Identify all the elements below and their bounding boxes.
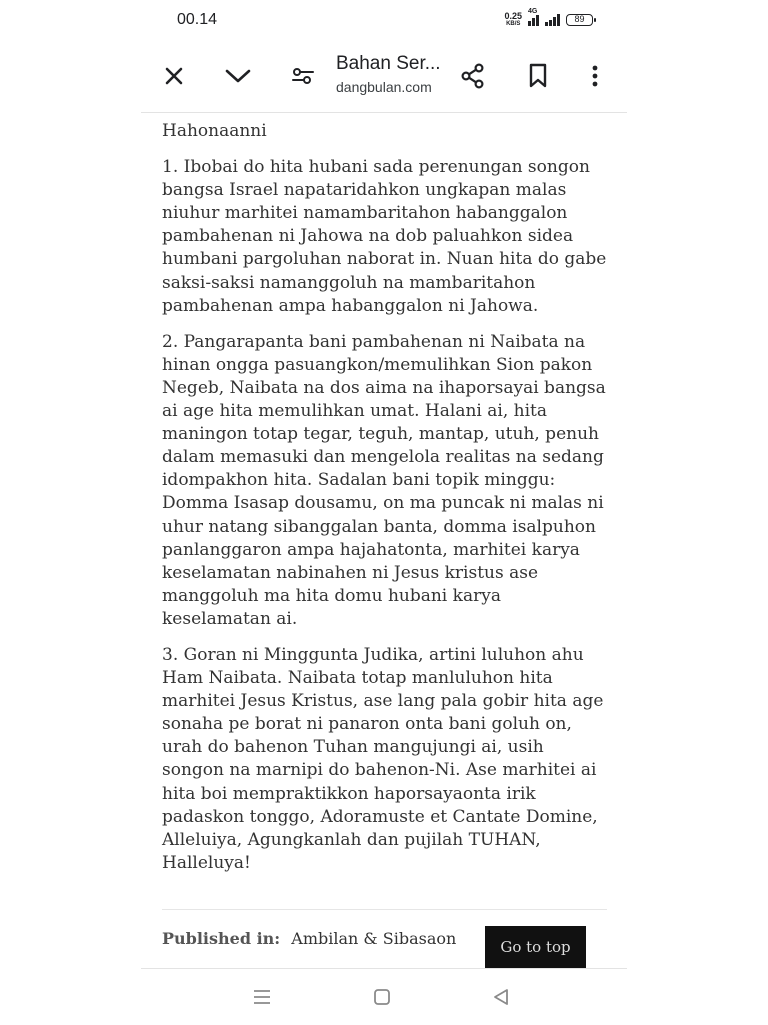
close-icon[interactable] [160,62,188,90]
menu-icon[interactable] [250,985,274,1009]
more-vertical-icon[interactable] [581,62,609,90]
article-paragraph-1: 1. Ibobai do hita hubani sada perenungan songon bangsa Israel napataridahkon ungkapan malas niuhur marhitei namambaritahon habanggalon pambahenan ni Jahowa na dob paluahkon sidea humbani pargoluhan naborat in. Nuan hita do gabe saksi-saksi namanggoluh na mambaritahon pambahenan ampa habanggalon ni Jahowa. [162,157,607,316]
browser-toolbar [141,42,627,113]
page-url: dangbulan.com [336,79,432,95]
battery-icon: 89 [566,14,593,26]
article-paragraph-3: 3. Goran ni Minggunta Judika, artini luluhon ahu Ham Naibata. Naibata totap manluluhon hita marhitei Jesus Kristus, ase lang pala gobir hita age sonaha pe borat ni panaron onta bani goluh on, urah do bahenon Tuhan mangujungi ai, usih songon na marnipi do bahenon-Ni. Ase marhitei ai hita boi mempraktikkon haporsayaonta irik padaskon tonggo, Adoramuste et Cantate Domine, Alleluiya, Agungkanlah dan pujilah TUHAN, Halleluya! [162,644,604,873]
share-icon[interactable] [459,62,487,90]
chevron-down-icon[interactable] [224,62,252,90]
published-label: Published in: [162,929,281,948]
system-navigation-bar [141,968,627,1025]
status-time: 00.14 [177,11,218,28]
go-to-top-button[interactable]: Go to top [485,926,586,968]
network-speed: 0.25 KB/S [504,11,522,27]
tune-icon[interactable] [289,62,317,90]
bookmark-icon[interactable] [524,62,552,90]
published-in [162,929,456,948]
article-body [162,120,608,888]
signal-icon [545,14,560,26]
published-category-link[interactable]: Ambilan & Sibasaon [291,929,457,948]
mobile-data-icon: 4G [528,14,539,26]
page-title-block[interactable] [336,53,448,95]
footer-divider [162,909,607,910]
back-triangle-icon[interactable] [489,985,513,1009]
phone-screen [141,0,627,1024]
status-icons [504,8,593,28]
status-bar [141,0,627,42]
article-paragraph-2: 2. Pangarapanta bani pambahenan ni Naibata na hinan ongga pasuangkon/memulihkan Sion pakon Negeb, Naibata na dos aima na ihaporsayai bangsa ai age hita memulihkan umat. Halani ai, hita maningon totap tegar, teguh, mantap, utuh, penuh dalam memasuki dan mengelola realitas na sedang idompakhon hita. Sadalan bani topik minggu: Domma Isasap dousamu, on ma puncak ni malas ni uhur natang sibanggalan banta, domma isalpuhon panlanggaron ampa hajahatonta, marhitei karya keselamatan nabinahen ni Jesus kristus ase manggoluh ma hita domu hubani karya keselamatan ai. [162,331,606,629]
page-title: Bahan Ser... [336,53,441,74]
home-square-icon[interactable] [370,985,394,1009]
article-heading: Hahonaanni [162,121,267,141]
